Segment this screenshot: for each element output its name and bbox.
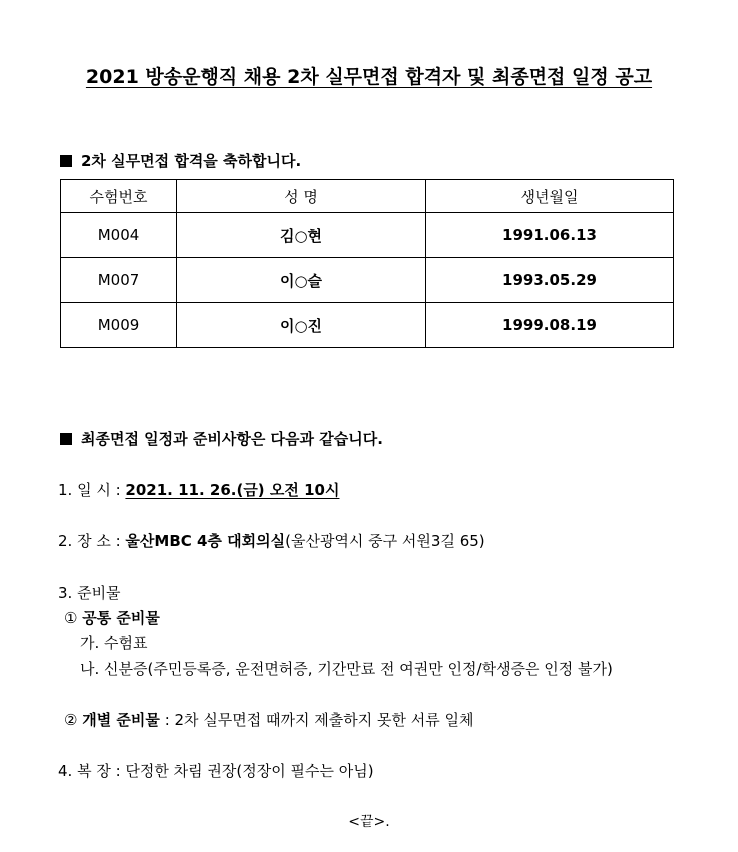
square-bullet-icon	[60, 433, 72, 445]
section-heading-text: 최종면접 일정과 준비사항은 다음과 같습니다.	[81, 430, 383, 448]
section-heading-text: 2차 실무면접 합격을 축하합니다.	[81, 152, 302, 170]
end-mark: <끝>.	[348, 814, 390, 830]
header-exam-number: 수험번호	[61, 180, 177, 213]
supplies-label: 3. 준비물	[58, 584, 121, 602]
section-heading-passed	[60, 150, 301, 171]
common-supplies-heading	[64, 607, 160, 628]
individual-supplies-label: 개별 준비물	[82, 711, 160, 729]
cell-exam-number: M009	[61, 303, 177, 348]
table-row	[61, 303, 674, 348]
datetime-label: 1. 일 시 :	[58, 481, 126, 499]
cell-exam-number: M004	[61, 213, 177, 258]
datetime-value: 2021. 11. 26.(금) 오전 10시	[125, 481, 340, 499]
table-row	[61, 258, 674, 303]
individual-supplies-detail: 2차 실무면접 때까지 제출하지 못한 서류 일체	[174, 711, 474, 729]
cell-name: 이○슬	[177, 258, 426, 303]
cell-name: 이○진	[177, 303, 426, 348]
cell-birthdate: 1999.08.19	[426, 303, 674, 348]
common-supplies-label: 공통 준비물	[82, 609, 160, 627]
common-item-1: 가. 수험표	[80, 634, 148, 652]
square-bullet-icon	[60, 155, 72, 167]
cell-birthdate: 1993.05.29	[426, 258, 674, 303]
location-detail: (울산광역시 중구 서원3길 65)	[285, 532, 485, 550]
schedule-datetime	[58, 479, 339, 500]
header-name: 성 명	[177, 180, 426, 213]
section-heading-schedule	[60, 428, 383, 449]
header-birthdate: 생년월일	[426, 180, 674, 213]
circled-number-2: ②	[64, 711, 78, 729]
cell-exam-number: M007	[61, 258, 177, 303]
passed-candidates-table	[60, 179, 674, 348]
individual-supplies-sep: :	[159, 711, 175, 729]
location-label: 2. 장 소 :	[58, 532, 126, 550]
page-title: 2021 방송운행직 채용 2차 실무면접 합격자 및 최종면접 일정 공고	[85, 66, 653, 88]
table-row	[61, 213, 674, 258]
cell-name: 김○현	[177, 213, 426, 258]
individual-supplies	[64, 709, 474, 730]
table-header-row	[61, 180, 674, 213]
schedule-location	[58, 530, 485, 551]
cell-birthdate: 1991.06.13	[426, 213, 674, 258]
location-value: 울산MBC 4층 대회의실	[125, 532, 286, 550]
dress-code: 4. 복 장 : 단정한 차림 권장(정장이 필수는 아님)	[58, 762, 374, 780]
common-item-2: 나. 신분증(주민등록증, 운전면허증, 기간만료 전 여권만 인정/학생증은 인정 불가)	[80, 660, 613, 678]
circled-number-1: ①	[64, 609, 78, 627]
